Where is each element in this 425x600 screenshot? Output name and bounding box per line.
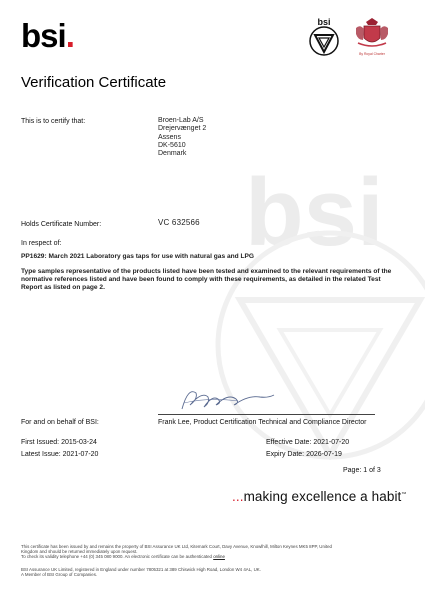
expiry-date: Expiry Date: 2026-07-19 xyxy=(266,451,342,458)
first-issued: First Issued: 2015-03-24 xyxy=(21,439,97,446)
footer-line: This certificate has been issued by and remains the property of BSI Assurance UK Ltd, Kitemark Court, Davy Avenue, Knowlhill, Milton Keynes MK5 8PP, United xyxy=(21,544,332,549)
signatory-name: Frank Lee, Product Certification Technical and Compliance Director xyxy=(158,419,367,426)
watermark-text: bsi xyxy=(245,160,384,266)
tagline: ...making excellence a habit™ xyxy=(232,489,407,504)
bsi-watermark xyxy=(185,160,425,460)
address-line: Assens xyxy=(158,133,181,141)
address-line: Broen-Lab A/S xyxy=(158,117,204,124)
signature-line xyxy=(158,414,375,415)
footer-line: BSI Assurance UK Limited, registered in England under number 7805321 at 389 Chiswick High Road, London W4 4AL, UK. xyxy=(21,567,261,572)
footer-line: A Member of BSI Group of Companies. xyxy=(21,572,98,578)
respect-label: In respect of: xyxy=(21,240,62,247)
holds-label: Holds Certificate Number: xyxy=(21,221,102,228)
statement-text: Type samples representative of the products listed have been tested and examined to the relevant requirements of the normative references listed and have been found to comply with these requirements, as detailed in the related Test Report as listed on page 2. xyxy=(21,268,392,292)
bsi-logo: bsi. xyxy=(21,17,74,54)
company-address xyxy=(158,117,206,158)
page-number: Page: 1 of 3 xyxy=(343,467,381,474)
latest-issue: Latest Issue: 2021-07-20 xyxy=(21,451,99,458)
effective-date: Effective Date: 2021-07-20 xyxy=(266,439,350,446)
page-title: Verification Certificate xyxy=(21,74,167,91)
royal-crest-icon xyxy=(350,16,394,58)
kitemark-icon xyxy=(305,16,343,58)
behalf-label: For and on behalf of BSI: xyxy=(21,419,99,426)
footer-legal xyxy=(21,544,406,560)
authenticate-online-link[interactable]: online xyxy=(213,554,225,560)
address-line: DK-5610 xyxy=(158,141,186,149)
crest-caption: By Royal Charter xyxy=(359,52,385,56)
footer-line: To check its validity telephone +44 (0) 345 080 9000. An electronic certificate can be authenticated online xyxy=(21,554,225,560)
footer-line: Kingdom and should be returned immediately upon request. xyxy=(21,549,138,555)
certify-label: This is to certify that: xyxy=(21,118,86,125)
scope-text: PP1629: March 2021 Laboratory gas taps for use with natural gas and LPG xyxy=(21,253,255,260)
footer-registration xyxy=(21,567,406,577)
address-line: Drejervænget 2 xyxy=(158,125,207,133)
svg-text:bsi: bsi xyxy=(317,17,331,27)
certificate-number: VC 632566 xyxy=(158,218,200,227)
address-line: Denmark xyxy=(158,150,187,158)
signature-image xyxy=(178,385,278,415)
